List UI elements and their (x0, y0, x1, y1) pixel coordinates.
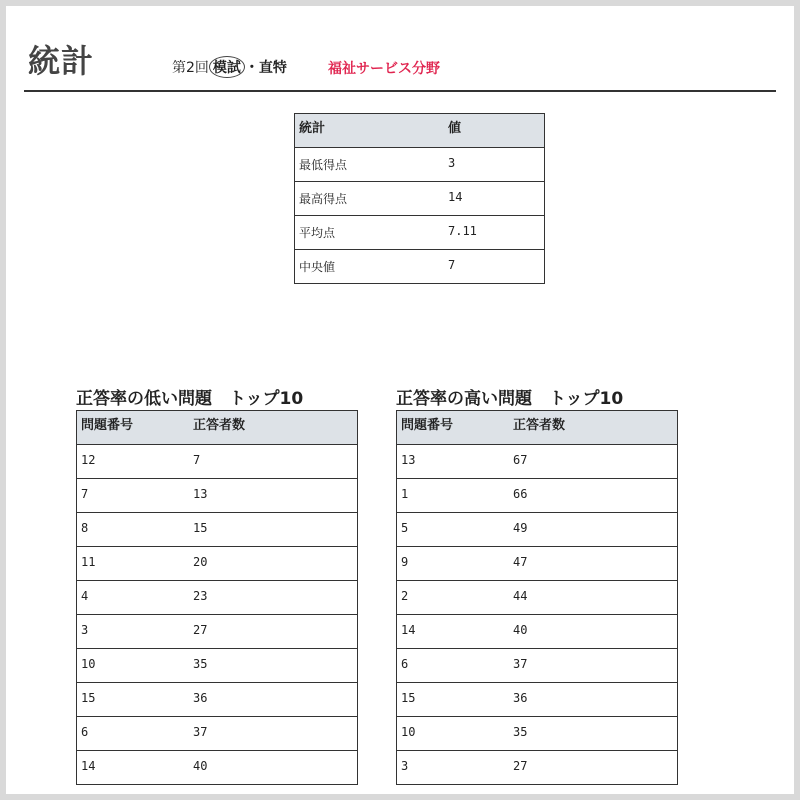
column-header: 正答者数 (189, 411, 358, 445)
table-cell: 1 (397, 479, 510, 513)
table-cell: 平均点 (295, 216, 445, 250)
table-row (77, 751, 358, 785)
table-cell: 14 (77, 751, 190, 785)
table-cell: 47 (509, 547, 678, 581)
column-header: 統計 (295, 114, 445, 148)
table-row (77, 649, 358, 683)
table-cell: 5 (397, 513, 510, 547)
table-cell: 7 (189, 445, 358, 479)
table-cell: 3 (77, 615, 190, 649)
table-row (77, 615, 358, 649)
table-row (295, 250, 545, 284)
table-cell: 35 (189, 649, 358, 683)
table-row (77, 683, 358, 717)
page-title: 統計 (28, 42, 95, 80)
table-cell: 12 (77, 445, 190, 479)
table-cell: 14 (444, 182, 545, 216)
table-cell: 40 (189, 751, 358, 785)
subtitle-prefix: 第2回 (172, 60, 209, 76)
table-cell: 7.11 (444, 216, 545, 250)
column-header: 問題番号 (77, 411, 190, 445)
table-cell: 20 (189, 547, 358, 581)
table-cell: 67 (509, 445, 678, 479)
column-header: 値 (444, 114, 545, 148)
table-row (397, 717, 678, 751)
table-row (397, 581, 678, 615)
table-row (77, 717, 358, 751)
table-header-row (397, 411, 678, 445)
table-row (77, 445, 358, 479)
table-cell: 15 (77, 683, 190, 717)
table-row (397, 445, 678, 479)
table-row (397, 547, 678, 581)
table-cell: 37 (189, 717, 358, 751)
table-cell: 15 (189, 513, 358, 547)
table-row (397, 751, 678, 785)
exam-subtitle (172, 56, 287, 78)
table-cell: 最高得点 (295, 182, 445, 216)
table-cell: 10 (397, 717, 510, 751)
table-cell: 15 (397, 683, 510, 717)
table-cell: 11 (77, 547, 190, 581)
table-row (295, 148, 545, 182)
table-cell: 44 (509, 581, 678, 615)
table-row (77, 513, 358, 547)
table-cell: 49 (509, 513, 678, 547)
table-row (295, 216, 545, 250)
stats-table (294, 113, 545, 284)
table-cell: 4 (77, 581, 190, 615)
table-row (295, 182, 545, 216)
table-header-row (295, 114, 545, 148)
table-cell: 6 (397, 649, 510, 683)
table-cell: 13 (397, 445, 510, 479)
table-cell: 36 (189, 683, 358, 717)
table-cell: 14 (397, 615, 510, 649)
table-cell: 3 (397, 751, 510, 785)
low-accuracy-table (76, 410, 358, 785)
table-row (77, 479, 358, 513)
table-cell: 27 (189, 615, 358, 649)
table-cell: 10 (77, 649, 190, 683)
high-table-caption: 正答率の高い問題 トップ10 (396, 389, 624, 409)
document-page (6, 6, 794, 794)
table-cell: 2 (397, 581, 510, 615)
table-cell: 37 (509, 649, 678, 683)
low-table-caption: 正答率の低い問題 トップ10 (76, 389, 304, 409)
category-label: 福祉サービス分野 (328, 61, 440, 77)
table-cell: 35 (509, 717, 678, 751)
table-cell: 36 (509, 683, 678, 717)
table-cell: 40 (509, 615, 678, 649)
table-row (397, 513, 678, 547)
high-accuracy-table (396, 410, 678, 785)
table-row (397, 615, 678, 649)
table-row (397, 649, 678, 683)
table-cell: 7 (444, 250, 545, 284)
table-cell: 中央値 (295, 250, 445, 284)
table-cell: 最低得点 (295, 148, 445, 182)
table-cell: 23 (189, 581, 358, 615)
table-row (77, 547, 358, 581)
header-rule (24, 90, 776, 92)
table-cell: 3 (444, 148, 545, 182)
table-header-row (77, 411, 358, 445)
table-cell: 13 (189, 479, 358, 513)
table-row (77, 581, 358, 615)
table-row (397, 479, 678, 513)
table-cell: 27 (509, 751, 678, 785)
table-cell: 8 (77, 513, 190, 547)
table-cell: 7 (77, 479, 190, 513)
column-header: 正答者数 (509, 411, 678, 445)
column-header: 問題番号 (397, 411, 510, 445)
table-cell: 6 (77, 717, 190, 751)
subtitle-suffix: ・直特 (244, 60, 287, 76)
table-row (397, 683, 678, 717)
subtitle-circled: 模試 (209, 56, 245, 78)
table-cell: 9 (397, 547, 510, 581)
table-cell: 66 (509, 479, 678, 513)
